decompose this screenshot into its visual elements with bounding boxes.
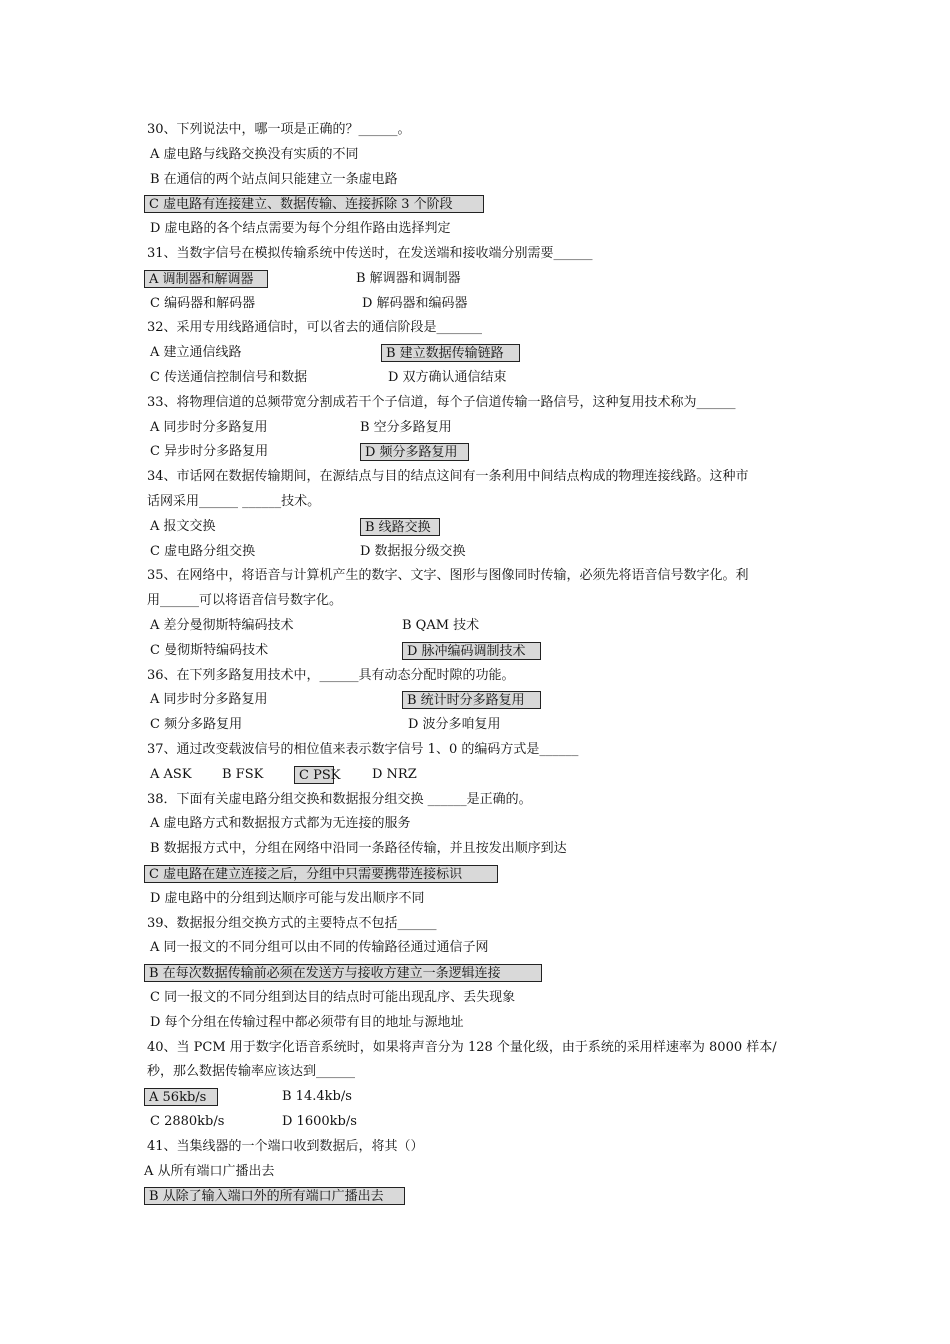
text-line [0, 540, 950, 564]
text-line [0, 440, 950, 464]
text-segment: B 空分多路复用 [360, 419, 452, 435]
text-segment: D 双方确认通信结束 [388, 370, 507, 385]
highlighted-answer: C 虚电路在建立连接之后，分组中只需要携带连接标识 [144, 865, 498, 883]
text-line [0, 465, 950, 489]
text-segment: C 曼彻斯特编码技术 [150, 642, 269, 658]
text-segment: B 数据报方式中，分组在网络中沿同一条路径传输，并且按发出顺序到达 [150, 841, 567, 857]
text-segment: D 每个分组在传输过程中都必须带有目的地址与源地址 [150, 1014, 464, 1030]
text-line [0, 1184, 950, 1208]
text-line [0, 143, 950, 167]
text-line [0, 688, 950, 712]
text-segment: B 解调器和调制器 [356, 270, 461, 286]
text-segment: C 虚电路分组交换 [150, 543, 256, 559]
text-segment: 话网采用______ ______技术。 [147, 494, 321, 509]
text-line [0, 961, 950, 985]
text-segment: 32、采用专用线路通信时，可以省去的通信阶段是_______ [147, 320, 483, 336]
text-segment: A 虚电路方式和数据报方式都为无连接的服务 [150, 816, 411, 832]
text-segment: C 编码器和解码器 [150, 295, 256, 311]
highlighted-answer: B 建立数据传输链路 [381, 344, 520, 362]
text-line [0, 192, 950, 216]
text-line [0, 217, 950, 241]
text-line [0, 1060, 950, 1084]
text-segment: C 传送通信控制信号和数据 [150, 370, 308, 385]
text-segment: D 虚电路中的分组到达顺序可能与发出顺序不同 [150, 890, 425, 906]
text-segment: A 从所有端口广播出去 [144, 1163, 275, 1179]
text-segment: 41、当集线器的一个端口收到数据后，将其（） [147, 1138, 424, 1154]
text-segment: 39、数据报分组交换方式的主要特点不包括______ [147, 915, 437, 931]
text-segment: B FSK [222, 766, 264, 782]
text-line [0, 763, 950, 787]
text-line [0, 316, 950, 340]
text-segment: D NRZ [372, 766, 417, 782]
highlighted-answer: A 调制器和解调器 [144, 270, 268, 288]
text-line [0, 812, 950, 836]
text-line [0, 391, 950, 415]
text-line [0, 292, 950, 316]
text-segment: 用______可以将语音信号数字化。 [147, 593, 343, 609]
text-line [0, 341, 950, 365]
text-segment: 秒，那么数据传输率应该达到______ [147, 1064, 356, 1080]
text-segment: 33、将物理信道的总频带宽分割成若干个子信道，每个子信道传输一路信号，这种复用技术称为______ [147, 394, 736, 410]
highlighted-answer: B 统计时分多路复用 [402, 691, 541, 709]
text-line [0, 788, 950, 812]
text-segment: C 2880kb/s [150, 1114, 225, 1129]
text-segment: 31、当数字信号在模拟传输系统中传送时，在发送端和接收端分别需要______ [147, 246, 593, 261]
text-segment: A 建立通信线路 [150, 345, 242, 361]
text-line [0, 490, 950, 514]
text-line [0, 664, 950, 688]
text-segment: D 波分多咱复用 [408, 717, 501, 733]
text-segment: C 异步时分多路复用 [150, 444, 269, 460]
text-segment: A 报文交换 [150, 518, 216, 534]
text-line [0, 366, 950, 390]
text-line [0, 1110, 950, 1134]
text-segment: A 差分曼彻斯特编码技术 [150, 618, 294, 633]
text-line [0, 118, 950, 142]
text-segment: B QAM 技术 [402, 618, 480, 633]
text-segment: C 同一报文的不同分组到达目的结点时可能出现乱序、丢失现象 [150, 990, 516, 1005]
text-line [0, 1036, 950, 1060]
text-line [0, 837, 950, 861]
text-line [0, 168, 950, 192]
text-line [0, 614, 950, 638]
text-segment: 37、通过改变载波信号的相位值来表示数字信号 1、0 的编码方式是______ [147, 742, 579, 757]
text-line [0, 1135, 950, 1159]
text-line [0, 713, 950, 737]
text-line [0, 242, 950, 266]
text-segment: 38．下面有关虚电路分组交换和数据报分组交换 ______是正确的。 [147, 791, 532, 807]
text-line [0, 1160, 950, 1184]
highlighted-answer: B 从除了输入端口外的所有端口广播出去 [144, 1187, 405, 1205]
highlighted-answer: B 在每次数据传输前必须在发送方与接收方建立一条逻辑连接 [144, 964, 542, 982]
highlighted-answer: B 线路交换 [360, 518, 440, 536]
highlighted-answer: C 虚电路有连接建立、数据传输、连接拆除 3 个阶段 [144, 195, 484, 213]
text-segment: 35、在网络中，将语音与计算机产生的数字、文字、图形与图像同时传输，必须先将语音信号数字化。利 [147, 568, 749, 584]
text-segment: A ASK [150, 766, 192, 782]
text-segment: 30、下列说法中，哪一项是正确的？______。 [147, 122, 411, 137]
text-line [0, 1011, 950, 1035]
text-segment: A 虚电路与线路交换没有实质的不同 [150, 146, 359, 162]
text-line [0, 862, 950, 886]
text-line [0, 639, 950, 663]
text-segment: D 数据报分级交换 [360, 543, 466, 559]
text-line [0, 267, 950, 291]
text-line [0, 515, 950, 539]
text-line [0, 912, 950, 936]
text-line [0, 986, 950, 1010]
text-segment: B 14.4kb/s [282, 1089, 352, 1105]
highlighted-answer: A 56kb/s [144, 1088, 218, 1106]
text-segment: D 1600kb/s [282, 1114, 357, 1129]
text-segment: C 频分多路复用 [150, 717, 243, 733]
text-segment: D 虚电路的各个结点需要为每个分组作路由选择判定 [150, 221, 451, 237]
text-segment: A 同步时分多路复用 [150, 419, 268, 435]
text-line [0, 936, 950, 960]
text-line [0, 564, 950, 588]
text-segment: A 同步时分多路复用 [150, 692, 268, 708]
text-line [0, 1085, 950, 1109]
text-line [0, 887, 950, 911]
text-segment: 36、在下列多路复用技术中，______具有动态分配时隙的功能。 [147, 667, 515, 683]
text-line [0, 416, 950, 440]
text-segment: D 解码器和编码器 [362, 295, 468, 311]
text-segment: 40、当 PCM 用于数字化语音系统时，如果将声音分为 128 个量化级，由于系统的采用样速率为 8000 样本/ [147, 1039, 777, 1055]
highlighted-answer: D 频分多路复用 [360, 443, 469, 461]
highlighted-answer: C PSK [294, 766, 334, 784]
text-segment: B 在通信的两个站点间只能建立一条虚电路 [150, 171, 398, 187]
highlighted-answer: D 脉冲编码调制技术 [402, 642, 541, 660]
text-segment: 34、市话网在数据传输期间，在源结点与目的结点这间有一条利用中间结点构成的物理连接线路。这种市 [147, 469, 749, 485]
text-line [0, 589, 950, 613]
text-segment: A 同一报文的不同分组可以由不同的传输路径通过通信子网 [150, 940, 489, 956]
text-line [0, 738, 950, 762]
